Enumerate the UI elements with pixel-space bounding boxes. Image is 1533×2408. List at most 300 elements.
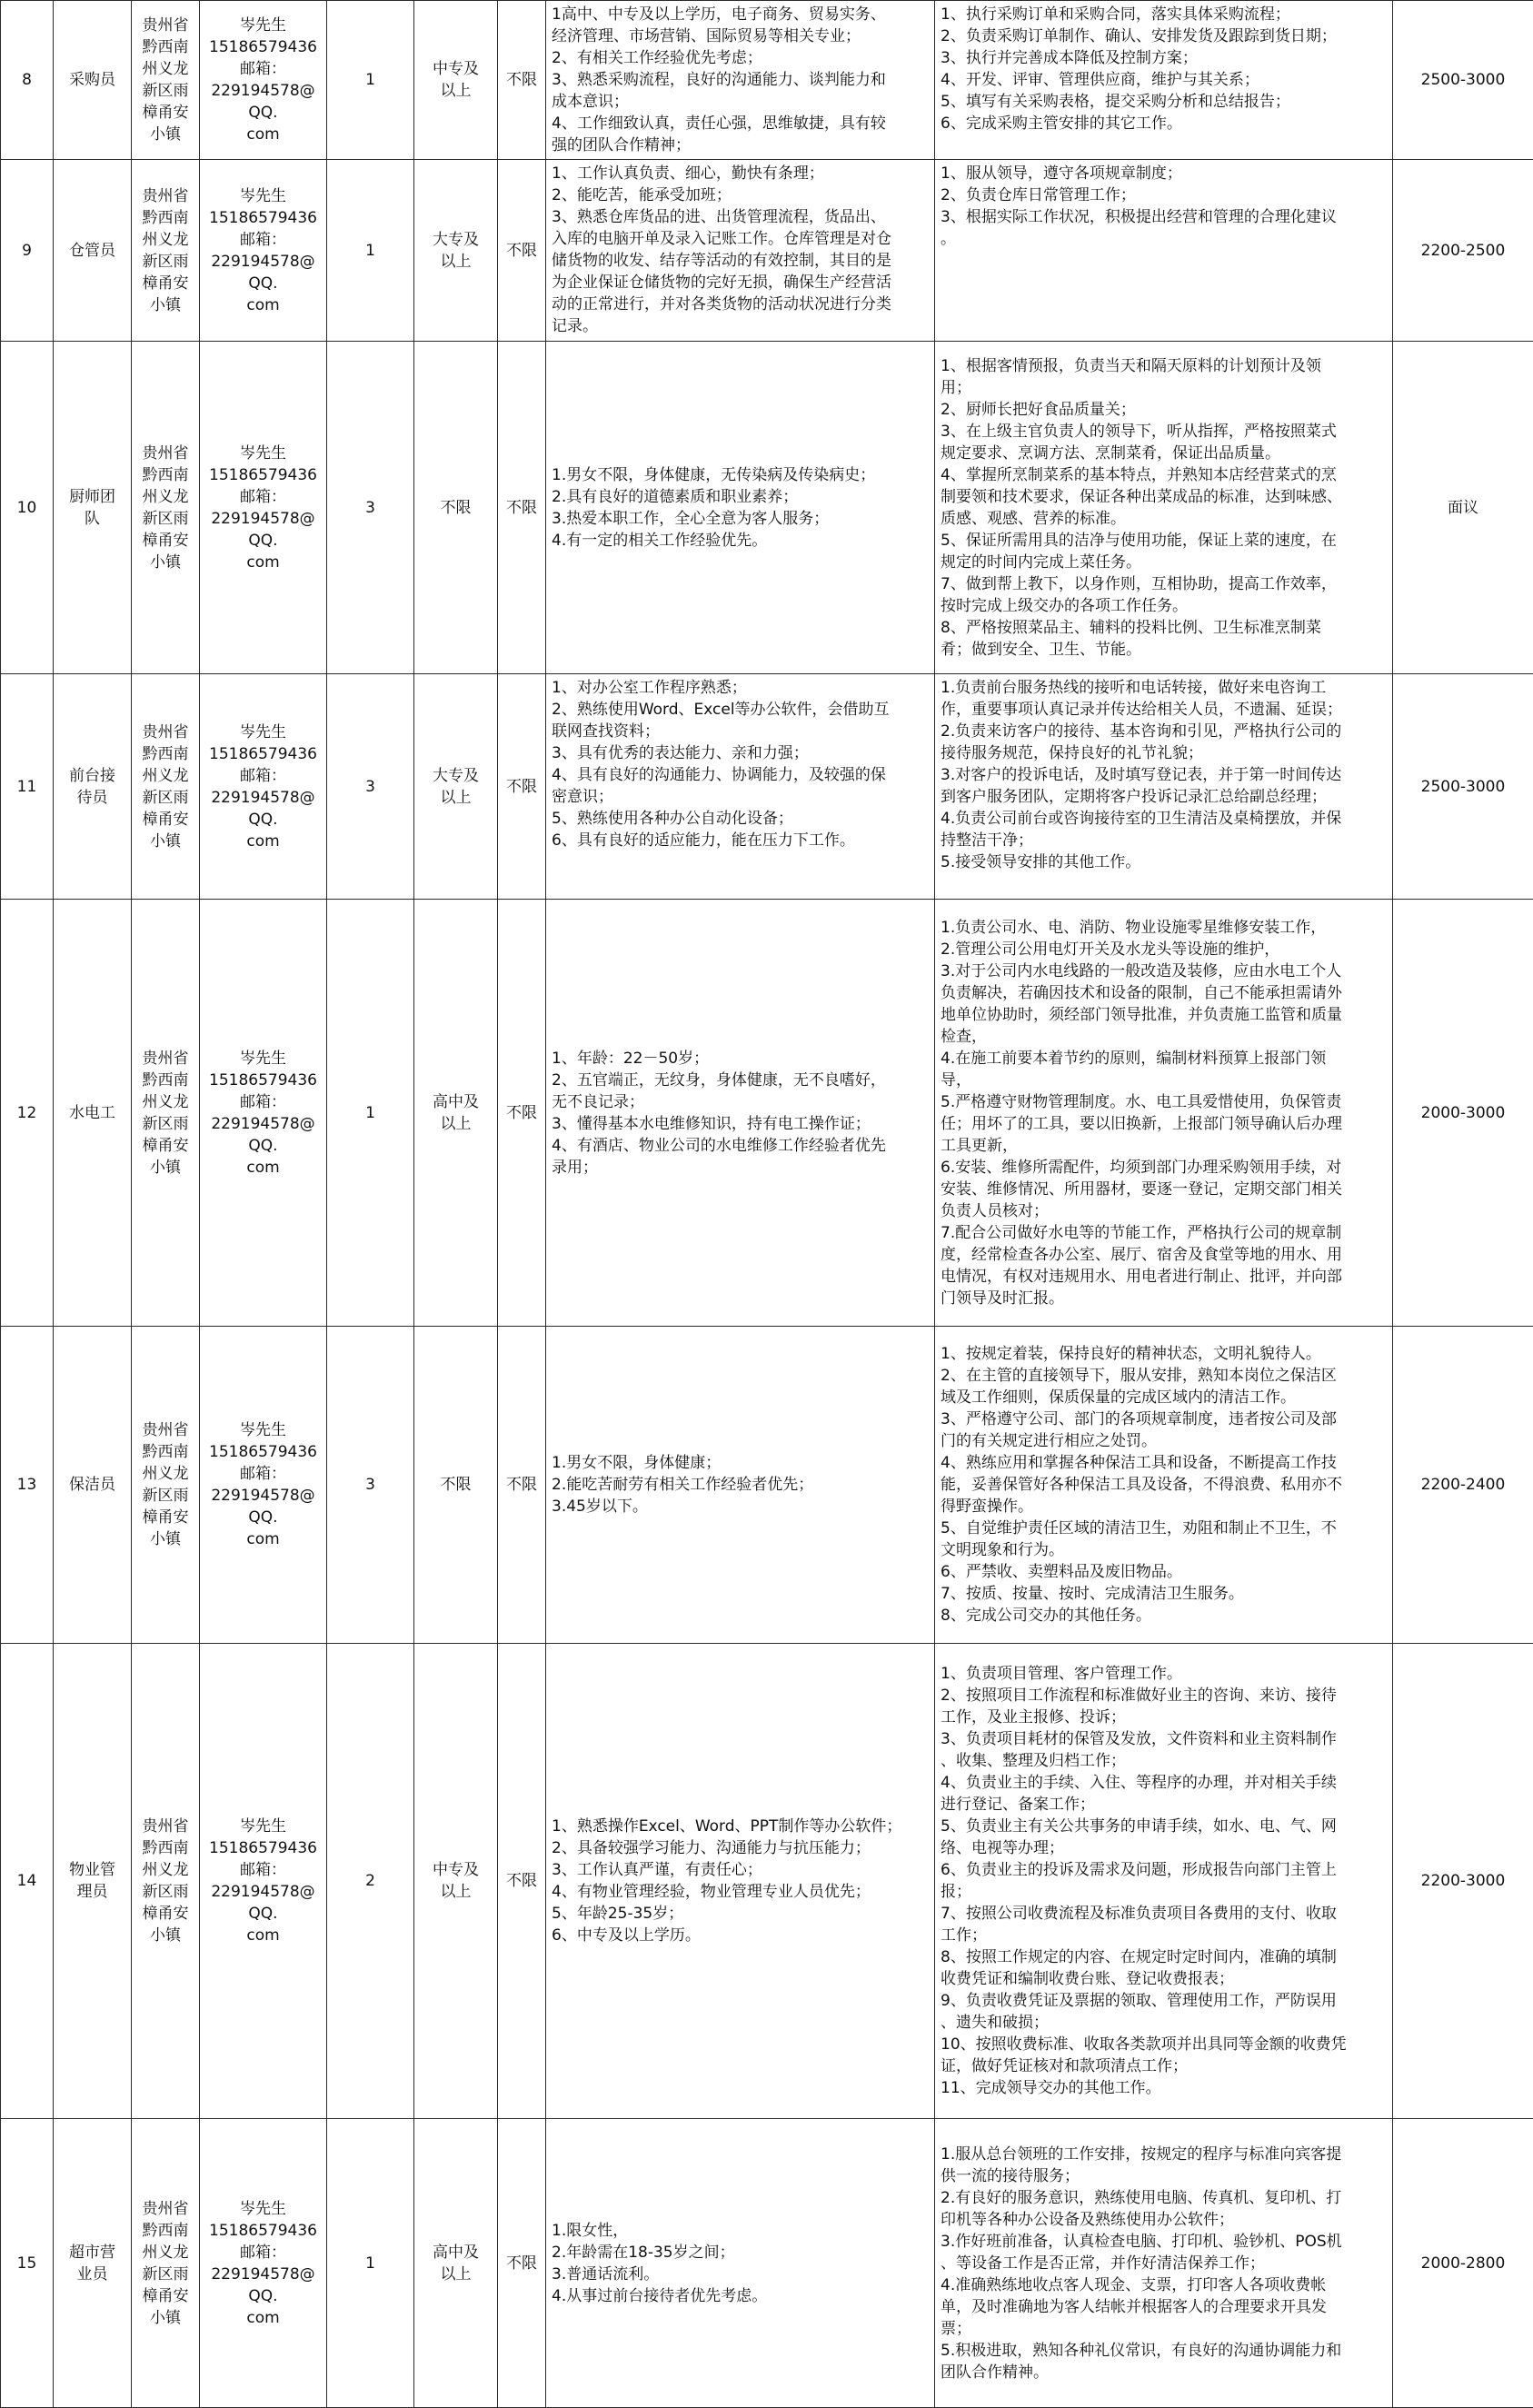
work-address-line: 黔西南 <box>142 1443 189 1461</box>
job-requirements-line: 动的正常进行，并对各类货物的活动状况进行分类 <box>552 295 891 313</box>
work-address-line: 州义龙 <box>142 60 189 78</box>
hiring-count-cell <box>327 1327 414 1644</box>
contact-info-line: 岑先生 <box>240 1817 286 1836</box>
position-name-line: 保洁员 <box>69 1476 115 1494</box>
row-number: 9 <box>22 241 32 260</box>
age-requirement-cell <box>498 674 546 900</box>
job-duties-line: 4、开发、评审、管理供应商，维护与其关系； <box>941 71 1259 89</box>
position-name-cell <box>54 900 132 1327</box>
age-requirement-cell <box>498 342 546 674</box>
contact-info-line: 229194578@QQ. <box>211 2264 315 2305</box>
job-requirements-line: 1、工作认真负责、细心，勤快有条理； <box>552 164 824 183</box>
job-requirements-line: 3、懂得基本水电维修知识，持有电工操作证； <box>552 1114 871 1133</box>
position-name-cell <box>54 1 132 160</box>
position-name-cell <box>54 342 132 674</box>
job-requirements-line: 4、有物业管理经验，物业管理专业人员优先； <box>552 1883 871 1901</box>
salary-range-cell <box>1393 900 1533 1327</box>
contact-info-line: com <box>246 125 280 144</box>
job-requirements-line: 记录。 <box>552 317 598 335</box>
hiring-count-cell <box>327 1 414 160</box>
work-address-line: 黔西南 <box>142 1839 189 1857</box>
job-duties-line: 负责解决，若确因技术和设备的限制，自己不能承担需请外 <box>941 983 1342 1002</box>
job-duties-line: 1、负责项目管理、客户管理工作。 <box>941 1665 1182 1683</box>
row-number-cell <box>1 1644 54 2119</box>
table-row <box>1 674 1533 900</box>
job-requirements-line: 4、有酒店、物业公司的水电维修工作经验者优先 <box>552 1136 886 1155</box>
age-requirement-cell <box>498 1 546 160</box>
job-requirements-line: 1、年龄：22－50岁； <box>552 1049 710 1068</box>
job-duties-line: 5.积极进取，熟知各种礼仪常识，有良好的沟通协调能力和 <box>941 2341 1342 2360</box>
row-number-cell <box>1 900 54 1327</box>
work-address-cell <box>132 900 200 1327</box>
job-duties-line: 1.负责公司水、电、消防、物业设施零星维修安装工作， <box>941 918 1327 937</box>
contact-info-line: 15186579436 <box>209 744 317 763</box>
job-duties-cell <box>935 1644 1393 2119</box>
job-requirements-line: 5、熟练使用各种办公自动化设备； <box>552 810 793 828</box>
work-address-line: 州义龙 <box>142 1092 189 1111</box>
table-row <box>1 1644 1533 2119</box>
salary-range: 2000-2800 <box>1420 2254 1506 2273</box>
salary-range: 2500-3000 <box>1420 777 1506 796</box>
work-address-line: 黔西南 <box>142 1070 189 1090</box>
job-requirements-line: 4.从事过前台接待者优先考虑。 <box>552 2286 768 2305</box>
job-duties-line: 3.作好班前准备，认真检查电脑、打印机、验钞机、POS机 <box>941 2232 1342 2251</box>
job-duties-line: 10、按照收费标准、收取各类款项并出具同等金额的收费凭 <box>941 2035 1347 2054</box>
contact-info-line: 邮箱： <box>240 60 286 78</box>
job-requirements-line: 3.普通话流利。 <box>552 2264 660 2284</box>
education-requirement-line: 大专及 <box>433 766 479 785</box>
salary-range-cell <box>1393 1644 1533 2119</box>
salary-range-cell <box>1393 1 1533 160</box>
contact-info-cell <box>200 1 327 160</box>
job-duties-line: 3.对于公司内水电线路的一般改造及装修，应由水电工个人 <box>941 961 1342 980</box>
job-duties-line: 3、执行并完善成本降低及控制方案； <box>941 49 1198 67</box>
age-requirement-cell <box>498 900 546 1327</box>
work-address-line: 樟甬安 <box>142 1136 189 1155</box>
job-duties-line: 4.在施工前要本着节约的原则，编制材料预算上报部门领 <box>941 1049 1327 1068</box>
contact-info-line: 岑先生 <box>240 1049 286 1068</box>
work-address-line: 新区雨 <box>142 509 189 528</box>
job-requirements-line: 6、中专及以上学历。 <box>552 1926 701 1945</box>
work-address-line: 小镇 <box>150 831 181 851</box>
work-address-line: 贵州省 <box>142 443 189 463</box>
education-requirement-cell <box>414 1644 498 2119</box>
job-duties-line: 4、熟练应用和掌握各种保洁工具和设备，不断提高工作技 <box>941 1454 1337 1472</box>
work-address-line: 贵州省 <box>142 186 189 205</box>
contact-info-line: 15186579436 <box>209 208 317 227</box>
job-duties-line: 6、完成采购主管安排的其它工作。 <box>941 114 1182 133</box>
position-name-cell <box>54 160 132 342</box>
hiring-count: 2 <box>365 1872 375 1890</box>
job-requirements-line: 6、具有良好的适应能力，能在压力下工作。 <box>552 831 855 850</box>
job-duties-line: 5.严格遵守财物管理制度。水、电工具爱惜使用，负保管责 <box>941 1092 1342 1111</box>
job-requirements-line: 联网查找资料； <box>552 722 660 741</box>
work-address-line: 新区雨 <box>142 1883 189 1901</box>
contact-info-cell <box>200 160 327 342</box>
position-name-line: 物业管 <box>69 1861 115 1879</box>
contact-info-line: 229194578@QQ. <box>211 509 315 550</box>
age-requirement: 不限 <box>506 241 537 260</box>
position-name-line: 采购员 <box>69 71 115 89</box>
job-duties-line: 6.安装、维修所需配件，均须到部门办理采购领用手续，对 <box>941 1158 1342 1177</box>
age-requirement: 不限 <box>506 2254 537 2273</box>
row-number-cell <box>1 1327 54 1644</box>
job-duties-line: 1、服从领导，遵守各项规章制度； <box>941 164 1182 183</box>
position-name-cell <box>54 2119 132 2408</box>
job-duties-line: 3、负责项目耗材的保管及发放，文件资料和业主资料制作 <box>941 1730 1337 1748</box>
table-row <box>1 2119 1533 2408</box>
education-requirement-line: 中专及 <box>433 1861 479 1879</box>
job-requirements-line: 经济管理、市场营销、国际贸易等相关专业； <box>552 27 861 45</box>
hiring-count-cell <box>327 160 414 342</box>
work-address-line: 贵州省 <box>142 722 189 741</box>
row-number-cell <box>1 2119 54 2408</box>
contact-info-line: 岑先生 <box>240 2199 286 2218</box>
hiring-count: 1 <box>365 1103 375 1122</box>
row-number: 8 <box>22 71 32 89</box>
work-address-line: 小镇 <box>150 2308 181 2327</box>
work-address-line: 新区雨 <box>142 1114 189 1133</box>
row-number-cell <box>1 342 54 674</box>
job-duties-line: 1、执行采购订单和采购合同，落实具体采购流程； <box>941 5 1290 24</box>
hiring-count: 1 <box>365 2254 375 2273</box>
job-duties-line: 度，经常检查各办公室、展厅、宿舍及食堂等地的用水、用 <box>941 1245 1342 1264</box>
job-duties-line: 5、自觉维护责任区域的清洁卫生，劝阻和制止不卫生，不 <box>941 1519 1337 1537</box>
job-duties-line: 接待服务规范，保持良好的礼节礼貌； <box>941 744 1203 762</box>
contact-info-line: com <box>246 1530 280 1548</box>
contact-info-line: com <box>246 295 280 314</box>
hiring-count: 3 <box>365 1476 375 1494</box>
job-requirements-line: 密意识； <box>552 788 613 806</box>
hiring-count: 3 <box>365 777 375 796</box>
position-name-line: 队 <box>85 509 100 528</box>
hiring-count: 1 <box>365 71 375 89</box>
position-name-line: 仓管员 <box>69 241 115 260</box>
job-duties-line: 2、负责采购订单制作、确认、安排发货及跟踪到货日期； <box>941 27 1337 45</box>
work-address-line: 州义龙 <box>142 1861 189 1879</box>
education-requirement-line: 高中及 <box>433 2243 479 2262</box>
work-address-cell <box>132 1644 200 2119</box>
job-requirements-line: 3、熟悉仓库货品的进、出货管理流程，货品出、 <box>552 208 886 226</box>
job-duties-line: 按时完成上级交办的各项工作任务。 <box>941 596 1188 615</box>
work-address-line: 贵州省 <box>142 1049 189 1068</box>
row-number: 10 <box>16 498 37 517</box>
job-duties-line: 1.负责前台服务热线的接听和电话转接，做好来电咨询工 <box>941 679 1327 697</box>
job-duties-line: 负责人员核对； <box>941 1201 1049 1220</box>
job-duties-line: 域及工作细则，保质保量的完成区域内的清洁工作。 <box>941 1388 1296 1407</box>
work-address-line: 黔西南 <box>142 2221 189 2240</box>
age-requirement-cell <box>498 160 546 342</box>
job-duties-line: 肴；做到安全、卫生、节能。 <box>941 640 1141 659</box>
work-address-line: 小镇 <box>150 125 181 144</box>
contact-info-line: 邮箱： <box>240 2243 286 2262</box>
work-address-cell <box>132 1327 200 1644</box>
hiring-count-cell <box>327 1644 414 2119</box>
job-requirements-cell <box>546 900 935 1327</box>
education-requirement-line: 以上 <box>440 1883 472 1901</box>
job-duties-cell <box>935 1 1393 160</box>
work-address-line: 黔西南 <box>142 208 189 227</box>
work-address-line: 新区雨 <box>142 252 189 271</box>
education-requirement-cell <box>414 342 498 674</box>
job-duties-line: 、等设备工作是否正常，并作好清洁保养工作； <box>941 2254 1265 2273</box>
job-duties-line: 规定的时间内完成上菜任务。 <box>941 552 1141 572</box>
work-address-line: 州义龙 <box>142 487 189 506</box>
hiring-count-cell <box>327 2119 414 2408</box>
job-duties-line: 4、掌握所烹制菜系的基本特点，并熟知本店经营菜式的烹 <box>941 465 1337 484</box>
job-duties-line: 2.管理公司公用电灯开关及水龙头等设施的维护， <box>941 940 1280 959</box>
education-requirement-line: 以上 <box>440 788 472 807</box>
contact-info-line: 岑先生 <box>240 722 286 741</box>
work-address-line: 小镇 <box>150 552 181 572</box>
job-duties-line: 导， <box>941 1070 971 1090</box>
job-duties-line: 2、负责仓库日常管理工作； <box>941 186 1136 204</box>
job-duties-line: 单，及时准确地为客人结帐并根据客人的合理要求开具发 <box>941 2297 1327 2316</box>
contact-info-line: 岑先生 <box>240 1421 286 1439</box>
position-name-line: 超市营 <box>69 2243 115 2262</box>
hiring-count-cell <box>327 674 414 900</box>
contact-info-cell <box>200 674 327 900</box>
salary-range-cell <box>1393 1327 1533 1644</box>
job-duties-line: 电情况，有权对违规用水、用电者进行制止、批评，并向部 <box>941 1267 1342 1286</box>
work-address-line: 州义龙 <box>142 230 189 249</box>
education-requirement-line: 以上 <box>440 82 472 100</box>
salary-range: 2200-2400 <box>1420 1476 1506 1494</box>
job-requirements-line: 3、具有优秀的表达能力、亲和力强； <box>552 744 809 762</box>
row-number: 15 <box>16 2254 37 2273</box>
education-requirement-line: 大专及 <box>433 230 479 249</box>
table-row <box>1 1 1533 160</box>
hiring-count: 3 <box>365 498 375 517</box>
work-address-cell <box>132 160 200 342</box>
job-duties-line: 、收集、整理及归档工作； <box>941 1752 1126 1770</box>
job-duties-line: 3、在上级主官负责人的领导下，听从指挥，严格按照菜式 <box>941 422 1337 441</box>
salary-range: 2200-3000 <box>1420 1872 1506 1890</box>
job-duties-line: 证，做好凭证核对和款项清点工作； <box>941 2057 1188 2075</box>
contact-info-line: 229194578@QQ. <box>211 1487 315 1527</box>
job-requirements-line: 1.男女不限，身体健康，无传染病及传染病史； <box>552 465 876 484</box>
job-requirements-line: 入库的电脑开单及录入记账工作。仓库管理是对仓 <box>552 230 891 248</box>
table-row <box>1 342 1533 674</box>
job-requirements-line: 储货物的收发、结存等活动的有效控制，其目的是 <box>552 252 891 270</box>
job-requirements-cell <box>546 2119 935 2408</box>
job-requirements-line: 3、熟悉采购流程，良好的沟通能力、谈判能力和 <box>552 71 886 89</box>
education-requirement-cell <box>414 900 498 1327</box>
work-address-line: 樟甬安 <box>142 274 189 293</box>
contact-info-cell <box>200 342 327 674</box>
job-requirements-line: 3、工作认真严谨，有责任心； <box>552 1861 762 1879</box>
work-address-line: 小镇 <box>150 1158 181 1177</box>
position-name-line: 水电工 <box>69 1103 115 1122</box>
job-requirements-line: 1、熟悉操作Excel、Word、PPT制作等办公软件； <box>552 1817 902 1836</box>
job-duties-line: 4.负责公司前台或咨询接待室的卫生清洁及桌椅摆放，并保 <box>941 810 1342 828</box>
job-duties-line: 7、按质、按量、按时、完成清洁卫生服务。 <box>941 1585 1244 1603</box>
job-requirements-line: 2、熟练使用Word、Excel等办公软件，会借助互 <box>552 701 890 719</box>
age-requirement-cell <box>498 1327 546 1644</box>
hiring-count: 1 <box>365 241 375 260</box>
contact-info-line: 邮箱： <box>240 1861 286 1879</box>
job-duties-cell <box>935 900 1393 1327</box>
job-duties-line: 检查， <box>941 1027 987 1046</box>
row-number-cell <box>1 674 54 900</box>
contact-info-cell <box>200 1327 327 1644</box>
contact-info-line: 15186579436 <box>209 1443 317 1461</box>
work-address-cell <box>132 2119 200 2408</box>
education-requirement-cell <box>414 1327 498 1644</box>
job-requirements-line: 3.45岁以下。 <box>552 1498 648 1516</box>
job-duties-line: 工具更新， <box>941 1136 1018 1155</box>
contact-info-line: 岑先生 <box>240 16 286 35</box>
job-duties-line: 得野蛮操作。 <box>941 1498 1033 1516</box>
job-duties-line: 11、完成领导交办的其他工作。 <box>941 2079 1161 2097</box>
job-duties-line: 9、负责收费凭证及票据的领取、管理使用工作，严防误用 <box>941 1992 1337 2010</box>
job-duties-cell <box>935 674 1393 900</box>
job-duties-line: 8、按照工作规定的内容、在规定时定时间内，准确的填制 <box>941 1948 1337 1966</box>
contact-info-line: com <box>246 2308 280 2327</box>
position-name-line: 厨师团 <box>69 487 115 506</box>
job-duties-line: 7、按照公司收费流程及标准负责项目各费用的支付、收取 <box>941 1905 1337 1923</box>
work-address-line: 樟甬安 <box>142 531 189 550</box>
job-duties-line: 安装、维修情况、所用器材，要逐一登记，定期交部门相关 <box>941 1179 1342 1199</box>
contact-info-line: com <box>246 1158 280 1177</box>
work-address-line: 州义龙 <box>142 2243 189 2262</box>
job-duties-line: 1、按规定着装，保持良好的精神状态，文明礼貌待人。 <box>941 1345 1321 1363</box>
contact-info-line: 15186579436 <box>209 38 317 56</box>
job-duties-line: 4、负责业主的手续、入住、等程序的办理，并对相关手续 <box>941 1774 1337 1792</box>
education-requirement-line: 以上 <box>440 2264 472 2284</box>
education-requirement-line: 以上 <box>440 252 472 271</box>
contact-info-line: 邮箱： <box>240 766 286 785</box>
contact-info-line: 邮箱： <box>240 230 286 249</box>
job-duties-line: 8、严格按照菜品主、辅料的投料比例、卫生标准烹制菜 <box>941 618 1321 637</box>
job-requirements-line: 2、能吃苦，能承受加班； <box>552 186 732 204</box>
job-duties-cell <box>935 342 1393 674</box>
work-address-line: 樟甬安 <box>142 1905 189 1923</box>
job-duties-cell <box>935 160 1393 342</box>
job-requirements-line: 1、对办公室工作程序熟悉； <box>552 679 747 697</box>
salary-range: 2500-3000 <box>1420 71 1506 89</box>
job-requirements-cell <box>546 342 935 674</box>
age-requirement-cell <box>498 2119 546 2408</box>
education-requirement-cell <box>414 2119 498 2408</box>
work-address-line: 新区雨 <box>142 2264 189 2284</box>
position-name-line: 前台接 <box>69 766 115 785</box>
education-requirement-cell <box>414 1 498 160</box>
work-address-line: 小镇 <box>150 295 181 314</box>
job-requirements-line: 1.男女不限，身体健康； <box>552 1454 722 1472</box>
work-address-line: 贵州省 <box>142 1421 189 1439</box>
education-requirement-line: 不限 <box>440 1476 472 1494</box>
job-duties-line: 7.配合公司做好水电等的节能工作，严格执行公司的规章制 <box>941 1223 1342 1242</box>
salary-range-cell <box>1393 674 1533 900</box>
position-name-cell <box>54 1644 132 2119</box>
salary-range: 2200-2500 <box>1420 241 1506 260</box>
job-duties-line: 地单位协助时，须经部门领导批准，并负责施工监管和质量 <box>941 1005 1342 1024</box>
contact-info-line: 229194578@QQ. <box>211 252 315 293</box>
job-duties-line: 络、电视等办理； <box>941 1839 1064 1857</box>
work-address-line: 州义龙 <box>142 766 189 785</box>
job-duties-line: 2.负责来访客户的接待、基本咨询和引见，严格执行公司的 <box>941 722 1342 741</box>
contact-info-line: 229194578@QQ. <box>211 82 315 122</box>
work-address-line: 黔西南 <box>142 744 189 763</box>
job-requirements-line: 成本意识； <box>552 93 629 111</box>
job-duties-line: 工作； <box>941 1926 987 1945</box>
job-requirements-line: 无不良记录； <box>552 1092 644 1111</box>
job-requirements-line: 1高中、中专及以上学历，电子商务、贸易实务、 <box>552 5 886 24</box>
job-requirements-line: 2.年龄需在18-35岁之间； <box>552 2243 735 2262</box>
job-requirements-line: 4.有一定的相关工作经验优先。 <box>552 531 768 550</box>
contact-info-line: com <box>246 552 280 572</box>
job-duties-line: 8、完成公司交办的其他任务。 <box>941 1607 1151 1625</box>
work-address-line: 黔西南 <box>142 465 189 484</box>
education-requirement-line: 高中及 <box>433 1092 479 1111</box>
work-address-line: 贵州省 <box>142 2199 189 2218</box>
job-requirements-line: 2、有相关工作经验优先考虑； <box>552 49 762 67</box>
age-requirement-cell <box>498 1644 546 2119</box>
job-requirements-line: 3.热爱本职工作，全心全意为客人服务； <box>552 509 830 528</box>
position-name-line: 待员 <box>76 788 108 807</box>
job-requirements-line: 为企业保证仓储货物的完好无损，确保生产经营活 <box>552 274 891 292</box>
job-duties-line: 3、根据实际工作状况，积极提出经营和管理的合理化建议 <box>941 208 1337 226</box>
job-duties-line: 票； <box>941 2319 971 2338</box>
contact-info-line: 15186579436 <box>209 1070 317 1090</box>
contact-info-cell <box>200 2119 327 2408</box>
job-duties-line: 持整洁干净； <box>941 831 1033 850</box>
contact-info-line: 邮箱： <box>240 487 286 506</box>
job-duties-line: 质感、观感、营养的标准。 <box>941 509 1126 528</box>
table-row <box>1 1327 1533 1644</box>
row-number: 12 <box>16 1103 37 1122</box>
salary-range: 面议 <box>1448 498 1478 517</box>
job-duties-line: 2、按照项目工作流程和标准做好业主的咨询、来访、接待 <box>941 1687 1337 1705</box>
job-duties-line: 规定要求、烹调方法、烹制菜肴，保证出品质量。 <box>941 443 1280 463</box>
job-duties-cell <box>935 2119 1393 2408</box>
job-duties-line: 7、做到帮上教下，以身作则，互相协助，提高工作效率， <box>941 574 1337 593</box>
work-address-line: 黔西南 <box>142 38 189 56</box>
job-duties-line: 团队合作精神。 <box>941 2363 1049 2382</box>
job-duties-line: 收费凭证和编制收费台账、登记收费报表； <box>941 1970 1234 1988</box>
job-duties-line: 用； <box>941 378 971 397</box>
job-requirements-line: 4、具有良好的沟通能力、协调能力，及较强的保 <box>552 766 886 784</box>
job-duties-line: 4.准确熟练地收点客人现金、支票，打印客人各项收费帐 <box>941 2275 1327 2294</box>
job-duties-line: 1、根据客情预报，负责当天和隔天原料的计划预计及领 <box>941 356 1321 375</box>
age-requirement: 不限 <box>506 1103 537 1122</box>
salary-range-cell <box>1393 342 1533 674</box>
education-requirement-line: 不限 <box>440 498 472 517</box>
age-requirement: 不限 <box>506 1476 537 1494</box>
job-duties-line: 5、保证所需用具的洁净与使用功能，保证上菜的速度，在 <box>941 531 1337 550</box>
row-number: 13 <box>16 1476 37 1494</box>
contact-info-line: 229194578@QQ. <box>211 1114 315 1155</box>
job-requirements-line: 录用； <box>552 1158 598 1177</box>
job-duties-line: 2、厨师长把好食品质量关； <box>941 400 1136 419</box>
job-duties-line: 3、严格遵守公司、部门的各项规章制度，违者按公司及部 <box>941 1410 1337 1428</box>
job-duties-line: 进行登记、备案工作； <box>941 1796 1095 1814</box>
table-row <box>1 160 1533 342</box>
job-requirements-line: 4、工作细致认真，责任心强，思维敏捷，具有较 <box>552 114 886 133</box>
age-requirement: 不限 <box>506 498 537 517</box>
position-name-line: 理员 <box>76 1883 108 1901</box>
age-requirement: 不限 <box>506 71 537 89</box>
education-requirement-line: 以上 <box>440 1114 472 1133</box>
job-duties-line: 作，重要事项认真记录并传达给相关人员，不遗漏、延误； <box>941 701 1342 719</box>
work-address-line: 小镇 <box>150 1530 181 1548</box>
work-address-line: 贵州省 <box>142 16 189 35</box>
contact-info-cell <box>200 1644 327 2119</box>
job-duties-line: 工作，及业主报修、投诉； <box>941 1708 1126 1726</box>
job-duties-line: 5、填写有关采购表格，提交采购分析和总结报告； <box>941 93 1290 111</box>
position-name-cell <box>54 1327 132 1644</box>
